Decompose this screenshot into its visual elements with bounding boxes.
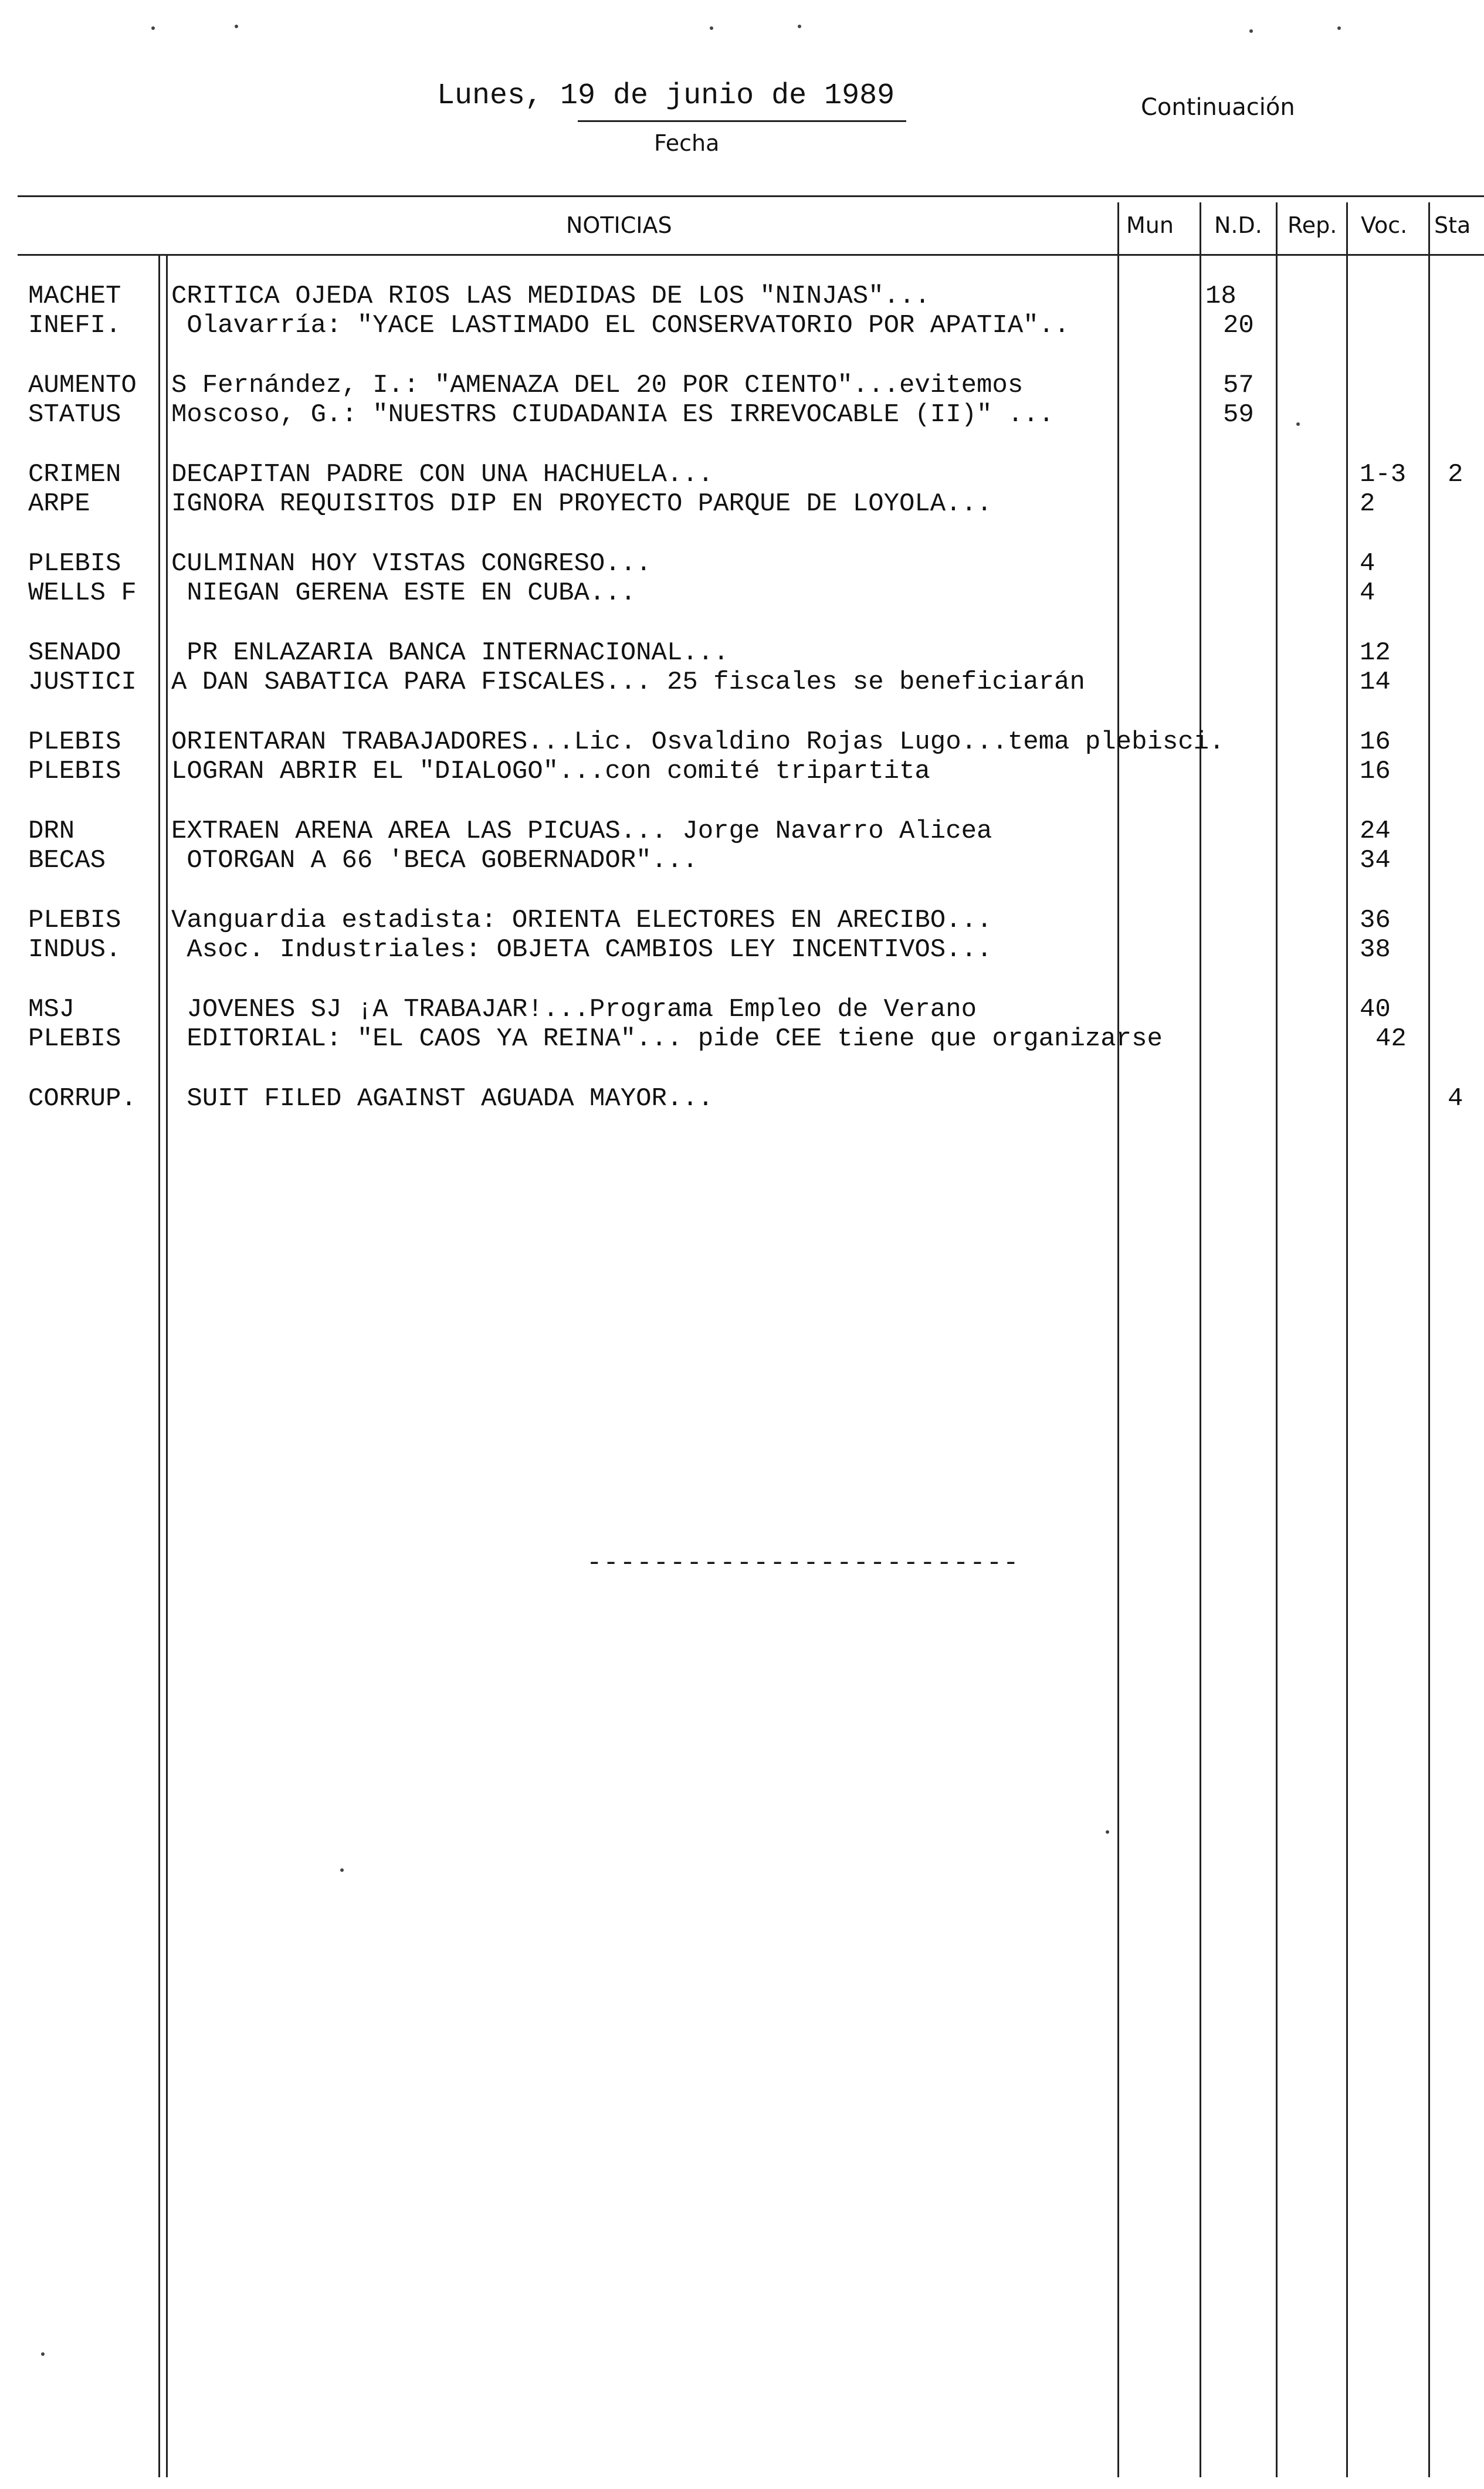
scan-speck — [235, 25, 238, 28]
header-rep: Rep. — [1288, 212, 1337, 238]
scan-speck — [41, 2352, 45, 2356]
row-headline: LOGRAN ABRIR EL "DIALOGO"...con comité tripartita — [171, 757, 930, 786]
row-category: MACHET — [28, 282, 121, 311]
col-rule-sta — [1428, 202, 1430, 2477]
row-category: BECAS — [28, 846, 106, 875]
scan-speck — [1106, 1830, 1109, 1834]
col-rule-nd — [1200, 202, 1201, 2477]
scan-speck — [151, 26, 155, 30]
date-underline — [578, 120, 906, 122]
row-category: STATUS — [28, 400, 121, 429]
row-category: PLEBIS — [28, 757, 121, 786]
scan-speck — [798, 25, 801, 28]
row-sta: 4 — [1448, 1084, 1463, 1113]
header-mun: Mun — [1126, 212, 1174, 238]
row-voc: 12 — [1360, 638, 1391, 668]
row-headline: Olavarría: "YACE LASTIMADO EL CONSERVATORIO POR APATIA".. — [171, 311, 1070, 340]
row-headline: PR ENLAZARIA BANCA INTERNACIONAL... — [171, 638, 729, 668]
table-header-rule — [18, 254, 1484, 256]
row-category: PLEBIS — [28, 906, 121, 935]
row-nd: 20 — [1223, 311, 1254, 340]
row-headline: EXTRAEN ARENA AREA LAS PICUAS... Jorge Navarro Alicea — [171, 817, 992, 846]
date-caption: Fecha — [654, 130, 720, 156]
row-headline: DECAPITAN PADRE CON UNA HACHUELA... — [171, 460, 714, 489]
header-sta: Sta — [1434, 212, 1471, 238]
row-voc: 1-3 — [1360, 460, 1407, 489]
row-voc: 4 — [1360, 549, 1375, 578]
row-headline: A DAN SABATICA PARA FISCALES... 25 fiscales se beneficiarán — [171, 668, 1085, 697]
row-nd: 18 — [1205, 282, 1236, 311]
continuation-label: Continuación — [1141, 94, 1295, 121]
row-voc: 36 — [1360, 906, 1391, 935]
row-headline: NIEGAN GERENA ESTE EN CUBA... — [171, 578, 636, 608]
scan-speck — [1249, 29, 1253, 33]
header-noticias: NOTICIAS — [566, 212, 672, 238]
row-category: PLEBIS — [28, 549, 121, 578]
row-sta: 2 — [1448, 460, 1463, 489]
row-voc: 38 — [1360, 935, 1391, 964]
row-category: MSJ — [28, 995, 75, 1024]
row-category: INDUS. — [28, 935, 121, 964]
row-headline: EDITORIAL: "EL CAOS YA REINA"... pide CEE tiene que organizarse — [171, 1024, 1163, 1054]
row-category: DRN — [28, 817, 75, 846]
header-nd: N.D. — [1214, 212, 1262, 238]
scan-speck — [1296, 422, 1300, 426]
row-voc: 2 — [1360, 489, 1375, 519]
row-voc: 42 — [1375, 1024, 1407, 1054]
row-voc: 40 — [1360, 995, 1391, 1024]
row-voc: 24 — [1360, 817, 1391, 846]
row-category: INEFI. — [28, 311, 121, 340]
row-category: WELLS F — [28, 578, 137, 608]
row-voc: 14 — [1360, 668, 1391, 697]
row-voc: 4 — [1360, 578, 1375, 608]
row-voc: 16 — [1360, 727, 1391, 757]
table-top-rule — [18, 195, 1484, 197]
row-headline: CRITICA OJEDA RIOS LAS MEDIDAS DE LOS "NINJAS"... — [171, 282, 930, 311]
row-category: JUSTICI — [28, 668, 137, 697]
row-category: CRIMEN — [28, 460, 121, 489]
row-category: AUMENTO — [28, 371, 137, 400]
col-rule-mun — [1117, 202, 1119, 2477]
header-voc: Voc. — [1361, 212, 1408, 238]
row-headline: OTORGAN A 66 'BECA GOBERNADOR"... — [171, 846, 698, 875]
col-rule-rep — [1276, 202, 1278, 2477]
row-category: PLEBIS — [28, 727, 121, 757]
row-headline: ORIENTARAN TRABAJADORES...Lic. Osvaldino Rojas Lugo...tema plebisci. — [171, 727, 1225, 757]
row-category: CORRUP. — [28, 1084, 137, 1113]
scan-speck — [340, 1868, 344, 1872]
row-category: SENADO — [28, 638, 121, 668]
row-voc: 16 — [1360, 757, 1391, 786]
scan-speck — [710, 26, 713, 30]
row-headline: Moscoso, G.: "NUESTRS CIUDADANIA ES IRREVOCABLE (II)" ... — [171, 400, 1055, 429]
row-headline: JOVENES SJ ¡A TRABAJAR!...Programa Empleo de Verano — [171, 995, 977, 1024]
end-separator: -------------------------- — [587, 1549, 1020, 1578]
row-headline: IGNORA REQUISITOS DIP EN PROYECTO PARQUE DE LOYOLA... — [171, 489, 992, 519]
row-nd: 57 — [1223, 371, 1254, 400]
row-headline: CULMINAN HOY VISTAS CONGRESO... — [171, 549, 652, 578]
row-headline: SUIT FILED AGAINST AGUADA MAYOR... — [171, 1084, 714, 1113]
row-headline: Vanguardia estadista: ORIENTA ELECTORES EN ARECIBO... — [171, 906, 992, 935]
row-category: ARPE — [28, 489, 90, 519]
scan-speck — [1337, 26, 1341, 30]
row-headline: S Fernández, I.: "AMENAZA DEL 20 POR CIENTO"...evitemos — [171, 371, 1024, 400]
col-rule-voc — [1346, 202, 1348, 2477]
date-line: Lunes, 19 de junio de 1989 — [437, 79, 895, 113]
row-category: PLEBIS — [28, 1024, 121, 1054]
row-headline: Asoc. Industriales: OBJETA CAMBIOS LEY INCENTIVOS... — [171, 935, 992, 964]
row-voc: 34 — [1360, 846, 1391, 875]
row-nd: 59 — [1223, 400, 1254, 429]
